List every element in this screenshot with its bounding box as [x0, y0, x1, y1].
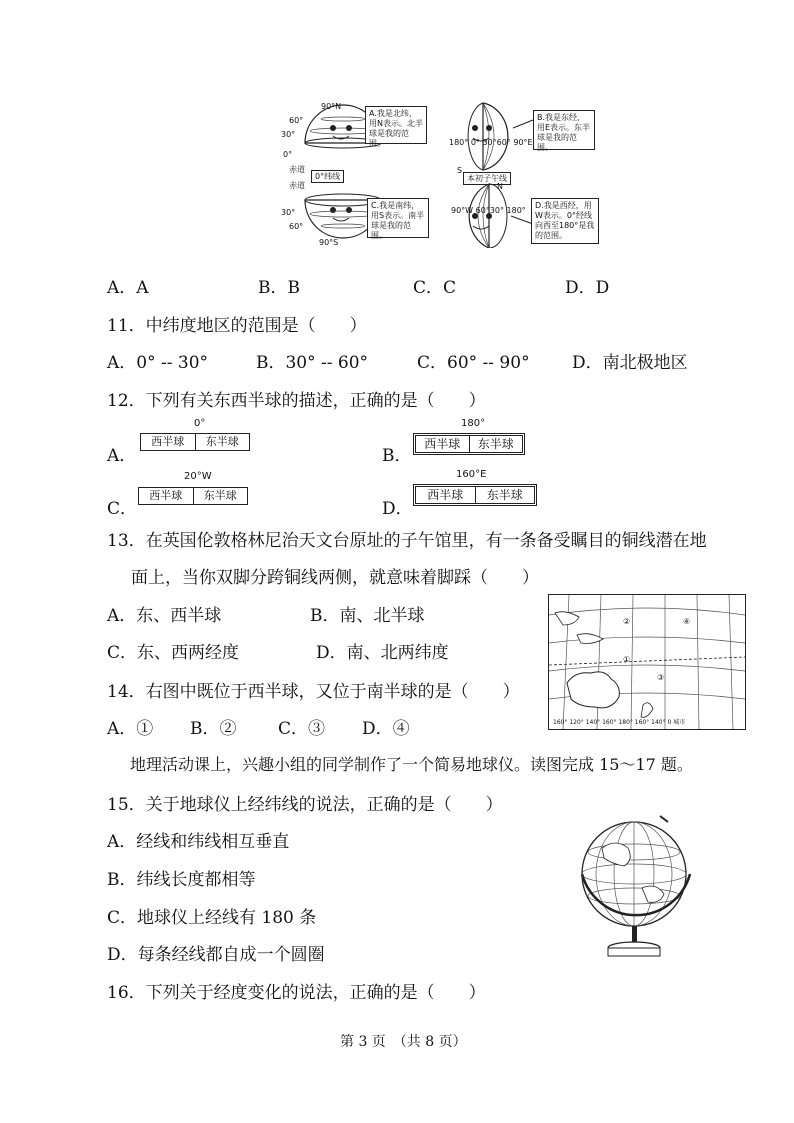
globe-drawing — [572, 808, 700, 968]
equator-label-top: 赤道 — [289, 165, 305, 174]
q13-stem-line2: 面上，当你双脚分跨铜线两侧，就意味着脚踩（ ） — [131, 568, 539, 588]
zero-latitude-box: 0°纬线 — [311, 170, 344, 183]
west-hemisphere-label: 西半球 — [424, 437, 461, 451]
east-hemisphere-label: 东半球 — [475, 487, 535, 503]
west-hemisphere-label: 西半球 — [149, 489, 183, 502]
q12-d-degree: 160°E — [456, 469, 487, 480]
q13-option-b[interactable]: B．南、北半球 — [310, 606, 425, 626]
activity-intro: 地理活动课上，兴趣小组的同学制作了一个简易地球仪。读图完成 15～17 题。 — [130, 755, 693, 774]
q12-option-d-letter[interactable]: D． — [382, 499, 413, 519]
q14-option-c[interactable]: C．③ — [278, 719, 326, 739]
q12-stem: 12．下列有关东西半球的描述，正确的是（ ） — [107, 391, 486, 411]
q12-a-degree: 0° — [194, 418, 206, 429]
q15-stem: 15．关于地球仪上经纬线的说法，正确的是（ ） — [107, 795, 503, 815]
map-circle-1: ① — [623, 655, 631, 664]
q10-option-d[interactable]: D．D — [565, 278, 610, 298]
north-pole-label: N — [497, 182, 503, 191]
east-hemisphere-label: 东半球 — [469, 436, 523, 452]
q12-a-hemisphere-bar — [140, 433, 250, 451]
lat-60-label: 60° — [289, 116, 304, 125]
map-bottom-scale: 160° 120° 140° 160° 180° 160° 140° 0 城市 — [553, 719, 686, 726]
map-circle-2: ② — [623, 617, 631, 626]
q11-option-a[interactable]: A．0° -- 30° — [107, 353, 209, 373]
q12-c-degree: 20°W — [184, 471, 212, 482]
q12-c-hemisphere-bar — [138, 487, 248, 505]
q13-stem-line1: 13．在英国伦敦格林尼治天文台原址的子午馆里，有一条备受瞩目的铜线潜在地 — [107, 531, 707, 551]
east-hemisphere-label: 东半球 — [195, 434, 250, 450]
lat-30-label: 30° — [281, 130, 296, 139]
map-circle-4: ④ — [683, 617, 691, 626]
south-pole-label: S — [457, 166, 463, 175]
q14-option-a[interactable]: A．① — [107, 719, 154, 739]
globe-figure — [572, 808, 700, 968]
longitude-west-labels: 90°W 60°30° 180° — [451, 206, 526, 215]
bubble-a: A.我是北纬，用N表示。北半球是我的范围。 — [365, 106, 427, 144]
q12-d-hemisphere-bar — [413, 484, 537, 506]
q12-option-a-letter[interactable]: A． — [107, 446, 137, 466]
bubble-b: B.我是东经，用E表示。东半球是我的范围。 — [533, 110, 595, 150]
q11-option-d[interactable]: D．南北极地区 — [572, 353, 688, 373]
q14-option-d[interactable]: D．④ — [362, 719, 410, 739]
q14-stem: 14．右图中既位于西半球，又位于南半球的是（ ） — [107, 682, 520, 702]
q12-option-c-letter[interactable]: C． — [107, 499, 138, 519]
lat-90s-label: 90°S — [319, 238, 339, 247]
q15-option-b[interactable]: B．纬线长度都相等 — [107, 870, 256, 890]
oceania-map-figure — [548, 594, 746, 730]
map-drawing — [549, 595, 745, 729]
page-footer: 第 3 页 （共 8 页） — [340, 1034, 467, 1050]
q11-option-b[interactable]: B．30° -- 60° — [256, 353, 369, 373]
q11-option-c[interactable]: C．60° -- 90° — [417, 353, 530, 373]
prime-meridian-box: 本初子午线 — [463, 172, 511, 185]
latitude-longitude-cartoon-figure — [275, 98, 605, 248]
map-circle-3: ③ — [657, 673, 665, 682]
q12-b-degree: 180° — [461, 418, 486, 429]
q10-option-a[interactable]: A．A — [107, 278, 149, 298]
west-hemisphere-label: 西半球 — [427, 488, 464, 502]
q13-option-a[interactable]: A．东、西半球 — [107, 606, 222, 626]
q11-stem: 11．中纬度地区的范围是（ ） — [107, 316, 367, 336]
q13-option-c[interactable]: C．东、西两经度 — [107, 643, 240, 663]
q15-option-a[interactable]: A．经线和纬线相互垂直 — [107, 832, 290, 852]
q15-option-c[interactable]: C．地球仪上经线有 180 条 — [107, 908, 317, 928]
lat-0-label: 0° — [283, 150, 293, 159]
q13-option-d[interactable]: D．南、北两纬度 — [316, 643, 449, 663]
q15-option-d[interactable]: D．每条经线都自成一个圆圈 — [107, 945, 325, 965]
bubble-d: D.我是西经，用W表示。0°经线向西至180°是我的范围。 — [531, 198, 599, 244]
equator-label-bottom: 赤道 — [289, 181, 305, 190]
east-hemisphere-label: 东半球 — [193, 488, 248, 504]
q12-b-hemisphere-bar — [413, 433, 525, 455]
lat-60s-label: 60° — [289, 222, 304, 231]
longitude-east-labels: 180° 0° 30°60° 90°E — [449, 138, 533, 147]
lat-90n-label: 90°N — [321, 102, 342, 111]
q12-option-b-letter[interactable]: B． — [382, 446, 412, 466]
q16-stem: 16．下列关于经度变化的说法，正确的是（ ） — [107, 983, 486, 1003]
bubble-c: C.我是南纬，用S表示。南半球是我的范围。 — [367, 198, 429, 238]
q10-option-c[interactable]: C．C — [413, 278, 457, 298]
west-hemisphere-label: 西半球 — [151, 435, 185, 448]
lat-30s-label: 30° — [281, 208, 296, 217]
q14-option-b[interactable]: B．② — [190, 719, 237, 739]
q10-option-b[interactable]: B．B — [258, 278, 300, 298]
